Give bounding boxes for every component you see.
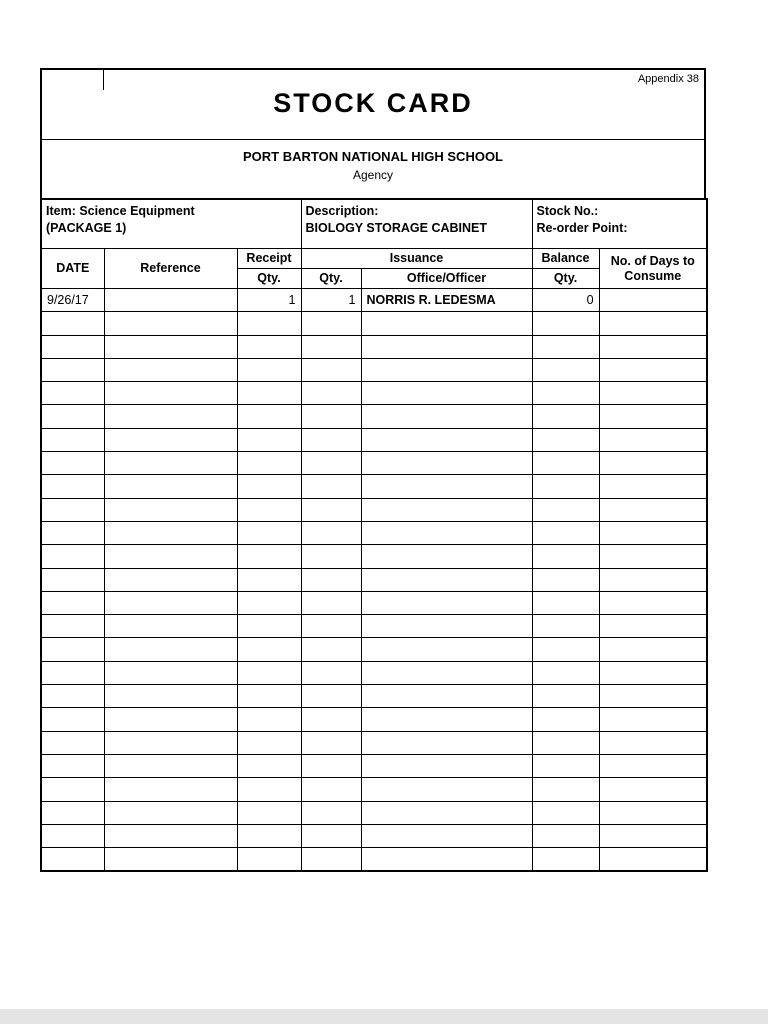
cell-reference xyxy=(104,638,237,661)
col-header-reference: Reference xyxy=(104,249,237,289)
cell-receipt-qty xyxy=(237,358,301,381)
cell-date xyxy=(41,382,104,405)
days-header-line2: Consume xyxy=(624,268,682,283)
cell-office xyxy=(361,591,532,614)
cell-issuance-qty xyxy=(301,382,361,405)
col-header-issuance: Issuance xyxy=(301,249,532,269)
stock-no-label: Stock No.: xyxy=(536,204,599,218)
cell-receipt-qty xyxy=(237,685,301,708)
cell-reference xyxy=(104,452,237,475)
cell-balance-qty xyxy=(532,475,599,498)
cell-office xyxy=(361,358,532,381)
empty-row xyxy=(41,685,707,708)
cell-days xyxy=(599,498,707,521)
description-label: Description: xyxy=(305,204,379,218)
cell-days xyxy=(599,568,707,591)
cell-balance-qty xyxy=(532,568,599,591)
cell-office xyxy=(361,615,532,638)
cell-reference xyxy=(104,801,237,824)
empty-row xyxy=(41,568,707,591)
cell-office xyxy=(361,428,532,451)
cell-issuance-qty xyxy=(301,685,361,708)
cell-reference xyxy=(104,824,237,847)
cell-date xyxy=(41,661,104,684)
cell-receipt-qty xyxy=(237,545,301,568)
cell-issuance-qty xyxy=(301,521,361,544)
description-value: BIOLOGY STORAGE CABINET xyxy=(305,221,488,235)
cell-days xyxy=(599,638,707,661)
cell-balance-qty xyxy=(532,498,599,521)
cell-receipt-qty xyxy=(237,382,301,405)
cell-date xyxy=(41,568,104,591)
cell-office xyxy=(361,801,532,824)
description-cell xyxy=(301,199,532,249)
cell-days xyxy=(599,754,707,777)
empty-row xyxy=(41,475,707,498)
cell-issuance-qty xyxy=(301,568,361,591)
info-row xyxy=(41,199,707,249)
empty-row xyxy=(41,824,707,847)
cell-reference xyxy=(104,685,237,708)
cell-reference xyxy=(104,778,237,801)
cell-reference xyxy=(104,428,237,451)
empty-row xyxy=(41,452,707,475)
cell-receipt-qty xyxy=(237,731,301,754)
cell-reference xyxy=(104,731,237,754)
cell-office xyxy=(361,685,532,708)
cell-date xyxy=(41,545,104,568)
cell-date xyxy=(41,615,104,638)
stock-rows xyxy=(41,289,707,872)
cell-days xyxy=(599,289,707,312)
cell-office xyxy=(361,521,532,544)
cell-days xyxy=(599,848,707,872)
empty-row xyxy=(41,801,707,824)
cell-days xyxy=(599,358,707,381)
cell-issuance-qty xyxy=(301,591,361,614)
col-header-issuance-qty: Qty. xyxy=(301,269,361,289)
empty-row xyxy=(41,428,707,451)
empty-row xyxy=(41,638,707,661)
cell-reference xyxy=(104,708,237,731)
cell-date xyxy=(41,778,104,801)
cell-date xyxy=(41,708,104,731)
cell-days xyxy=(599,731,707,754)
cell-date xyxy=(41,498,104,521)
header-row-1 xyxy=(41,249,707,269)
cell-balance-qty xyxy=(532,358,599,381)
page-title: STOCK CARD xyxy=(273,88,473,118)
cell-balance-qty xyxy=(532,754,599,777)
cell-balance-qty xyxy=(532,452,599,475)
empty-row xyxy=(41,708,707,731)
cell-issuance-qty xyxy=(301,405,361,428)
cell-balance-qty xyxy=(532,685,599,708)
cell-date xyxy=(41,731,104,754)
cell-date xyxy=(41,801,104,824)
empty-row xyxy=(41,591,707,614)
cell-date xyxy=(41,312,104,335)
cell-date xyxy=(41,521,104,544)
cell-issuance-qty xyxy=(301,498,361,521)
cell-receipt-qty xyxy=(237,708,301,731)
cell-receipt-qty xyxy=(237,848,301,872)
empty-row xyxy=(41,731,707,754)
cell-issuance-qty xyxy=(301,335,361,358)
empty-row xyxy=(41,312,707,335)
cell-receipt-qty xyxy=(237,754,301,777)
cell-receipt-qty xyxy=(237,638,301,661)
agency-section xyxy=(40,140,706,198)
cell-reference xyxy=(104,289,237,312)
cell-days xyxy=(599,778,707,801)
cell-reference xyxy=(104,591,237,614)
cell-issuance-qty xyxy=(301,731,361,754)
empty-row xyxy=(41,335,707,358)
cell-date xyxy=(41,848,104,872)
cell-office xyxy=(361,754,532,777)
empty-row xyxy=(41,545,707,568)
cell-balance-qty xyxy=(532,521,599,544)
cell-office xyxy=(361,475,532,498)
cell-balance-qty xyxy=(532,731,599,754)
cell-balance-qty xyxy=(532,312,599,335)
cell-office xyxy=(361,778,532,801)
cell-balance-qty xyxy=(532,382,599,405)
stock-card-sheet xyxy=(40,68,706,872)
item-cell xyxy=(41,199,301,249)
cell-reference xyxy=(104,382,237,405)
cell-reference xyxy=(104,754,237,777)
cell-office xyxy=(361,638,532,661)
cell-reference xyxy=(104,498,237,521)
cell-balance-qty xyxy=(532,778,599,801)
empty-row xyxy=(41,382,707,405)
cell-date xyxy=(41,754,104,777)
cell-issuance-qty xyxy=(301,615,361,638)
empty-row xyxy=(41,521,707,544)
cell-issuance-qty xyxy=(301,708,361,731)
cell-office xyxy=(361,405,532,428)
cell-reference xyxy=(104,568,237,591)
cell-office xyxy=(361,568,532,591)
cell-reference xyxy=(104,335,237,358)
cell-receipt-qty xyxy=(237,824,301,847)
cell-issuance-qty xyxy=(301,452,361,475)
cell-balance-qty xyxy=(532,591,599,614)
cell-divider-tick xyxy=(103,70,104,90)
page-edge xyxy=(0,1009,768,1024)
cell-days xyxy=(599,405,707,428)
cell-receipt-qty xyxy=(237,661,301,684)
empty-row xyxy=(41,848,707,872)
cell-days xyxy=(599,591,707,614)
cell-days xyxy=(599,545,707,568)
cell-receipt-qty xyxy=(237,452,301,475)
cell-receipt-qty xyxy=(237,498,301,521)
cell-receipt-qty xyxy=(237,475,301,498)
cell-days xyxy=(599,661,707,684)
reorder-point-label: Re-order Point: xyxy=(536,221,628,235)
cell-receipt-qty xyxy=(237,591,301,614)
col-header-balance: Balance xyxy=(532,249,599,269)
days-header-line1: No. of Days to xyxy=(610,253,695,268)
cell-reference xyxy=(104,848,237,872)
cell-reference xyxy=(104,475,237,498)
cell-issuance-qty xyxy=(301,312,361,335)
cell-balance-qty xyxy=(532,615,599,638)
cell-issuance-qty xyxy=(301,848,361,872)
empty-row xyxy=(41,661,707,684)
cell-receipt-qty xyxy=(237,405,301,428)
cell-office xyxy=(361,731,532,754)
title-box xyxy=(40,68,706,140)
cell-office xyxy=(361,848,532,872)
cell-date xyxy=(41,685,104,708)
cell-receipt-qty xyxy=(237,778,301,801)
cell-balance-qty xyxy=(532,661,599,684)
cell-date xyxy=(41,335,104,358)
col-header-receipt: Receipt xyxy=(237,249,301,269)
cell-date xyxy=(41,591,104,614)
cell-receipt-qty xyxy=(237,568,301,591)
cell-issuance-qty xyxy=(301,475,361,498)
stock-no-cell xyxy=(532,199,707,249)
cell-balance-qty xyxy=(532,428,599,451)
cell-issuance-qty: 1 xyxy=(301,289,361,312)
cell-balance-qty xyxy=(532,405,599,428)
empty-row xyxy=(41,778,707,801)
cell-issuance-qty xyxy=(301,545,361,568)
cell-reference xyxy=(104,545,237,568)
cell-issuance-qty xyxy=(301,754,361,777)
cell-balance-qty xyxy=(532,801,599,824)
agency-label: Agency xyxy=(352,168,394,182)
cell-date: 9/26/17 xyxy=(41,289,104,312)
cell-reference xyxy=(104,405,237,428)
cell-issuance-qty xyxy=(301,801,361,824)
item-label: Item: Science Equipment xyxy=(46,204,195,218)
cell-days xyxy=(599,824,707,847)
cell-days xyxy=(599,428,707,451)
school-name: PORT BARTON NATIONAL HIGH SCHOOL xyxy=(243,149,503,164)
empty-row xyxy=(41,615,707,638)
cell-issuance-qty xyxy=(301,638,361,661)
empty-row xyxy=(41,498,707,521)
cell-days xyxy=(599,475,707,498)
cell-balance-qty xyxy=(532,638,599,661)
item-package-label: (PACKAGE 1) xyxy=(46,221,127,235)
empty-row xyxy=(41,358,707,381)
cell-reference xyxy=(104,358,237,381)
col-header-date: DATE xyxy=(41,249,104,289)
cell-office xyxy=(361,312,532,335)
col-header-office-officer: Office/Officer xyxy=(361,269,532,289)
cell-days xyxy=(599,335,707,358)
cell-office xyxy=(361,661,532,684)
cell-office xyxy=(361,708,532,731)
col-header-days-to-consume xyxy=(599,249,707,289)
cell-office xyxy=(361,452,532,475)
empty-row xyxy=(41,405,707,428)
cell-reference xyxy=(104,661,237,684)
cell-balance-qty xyxy=(532,824,599,847)
cell-issuance-qty xyxy=(301,824,361,847)
cell-office xyxy=(361,545,532,568)
cell-days xyxy=(599,685,707,708)
cell-balance-qty xyxy=(532,848,599,872)
appendix-label: Appendix 38 xyxy=(637,73,699,85)
cell-reference xyxy=(104,615,237,638)
cell-date xyxy=(41,428,104,451)
cell-office: NORRIS R. LEDESMA xyxy=(361,289,532,312)
cell-days xyxy=(599,312,707,335)
cell-receipt-qty xyxy=(237,312,301,335)
cell-receipt-qty xyxy=(237,801,301,824)
cell-office xyxy=(361,335,532,358)
cell-balance-qty: 0 xyxy=(532,289,599,312)
cell-issuance-qty xyxy=(301,358,361,381)
cell-issuance-qty xyxy=(301,428,361,451)
stock-entry-row xyxy=(41,289,707,312)
cell-date xyxy=(41,452,104,475)
cell-days xyxy=(599,382,707,405)
cell-reference xyxy=(104,521,237,544)
cell-balance-qty xyxy=(532,545,599,568)
cell-days xyxy=(599,708,707,731)
cell-days xyxy=(599,615,707,638)
cell-receipt-qty xyxy=(237,521,301,544)
cell-receipt-qty: 1 xyxy=(237,289,301,312)
cell-issuance-qty xyxy=(301,778,361,801)
col-header-balance-qty: Qty. xyxy=(532,269,599,289)
cell-office xyxy=(361,824,532,847)
cell-date xyxy=(41,475,104,498)
cell-balance-qty xyxy=(532,708,599,731)
cell-days xyxy=(599,521,707,544)
stock-card-table xyxy=(40,198,708,872)
cell-balance-qty xyxy=(532,335,599,358)
cell-date xyxy=(41,358,104,381)
cell-office xyxy=(361,498,532,521)
cell-date xyxy=(41,638,104,661)
cell-reference xyxy=(104,312,237,335)
col-header-receipt-qty: Qty. xyxy=(237,269,301,289)
cell-issuance-qty xyxy=(301,661,361,684)
cell-receipt-qty xyxy=(237,615,301,638)
cell-receipt-qty xyxy=(237,428,301,451)
cell-date xyxy=(41,824,104,847)
cell-days xyxy=(599,801,707,824)
cell-days xyxy=(599,452,707,475)
empty-row xyxy=(41,754,707,777)
cell-office xyxy=(361,382,532,405)
cell-receipt-qty xyxy=(237,335,301,358)
cell-date xyxy=(41,405,104,428)
